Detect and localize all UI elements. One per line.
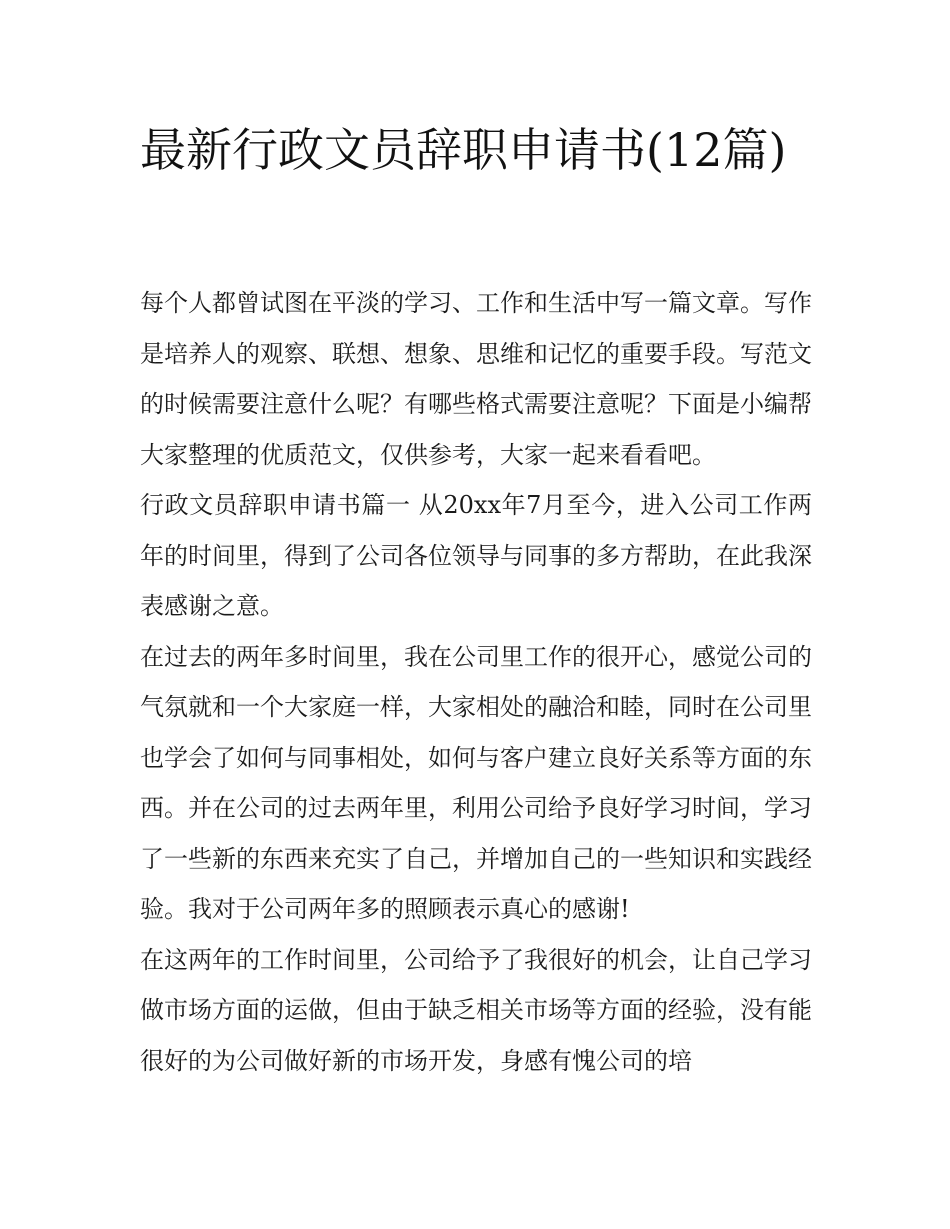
paragraph-intro: 每个人都曾试图在平淡的学习、工作和生活中写一篇文章。写作是培养人的观察、联想、想象、思维和记忆的重要手段。写范文的时候需要注意什么呢？有哪些格式需要注意呢？下面是小编帮大家整理的优质范文，仅供参考，大家一起来看看吧。 <box>140 289 812 469</box>
paragraph-3: 在这两年的工作时间里，公司给予了我很好的机会，让自己学习做市场方面的运做，但由于缺乏相关市场等方面的经验，没有能很好的为公司做好新的市场开发，身感有愧公司的培 <box>140 945 812 1075</box>
document-title: 最新行政文员辞职申请书(12篇) <box>140 123 787 177</box>
paragraph-2: 在过去的两年多时间里，我在公司里工作的很开心，感觉公司的气氛就和一个大家庭一样，大家相处的融洽和睦，同时在公司里也学会了如何与同事相处，如何与客户建立良好关系等方面的东西。并在公司的过去两年里，利用公司给予良好学习时间，学习了一些新的东西来充实了自己，并增加自己的一些知识和实践经验。我对于公司两年多的照顾表示真心的感谢! <box>140 642 812 923</box>
paragraph-1: 行政文员辞职申请书篇一 从20xx年7月至今，进入公司工作两年的时间里，得到了公司各位领导与同事的多方帮助，在此我深表感谢之意。 <box>140 491 812 620</box>
document-body <box>140 278 812 1086</box>
